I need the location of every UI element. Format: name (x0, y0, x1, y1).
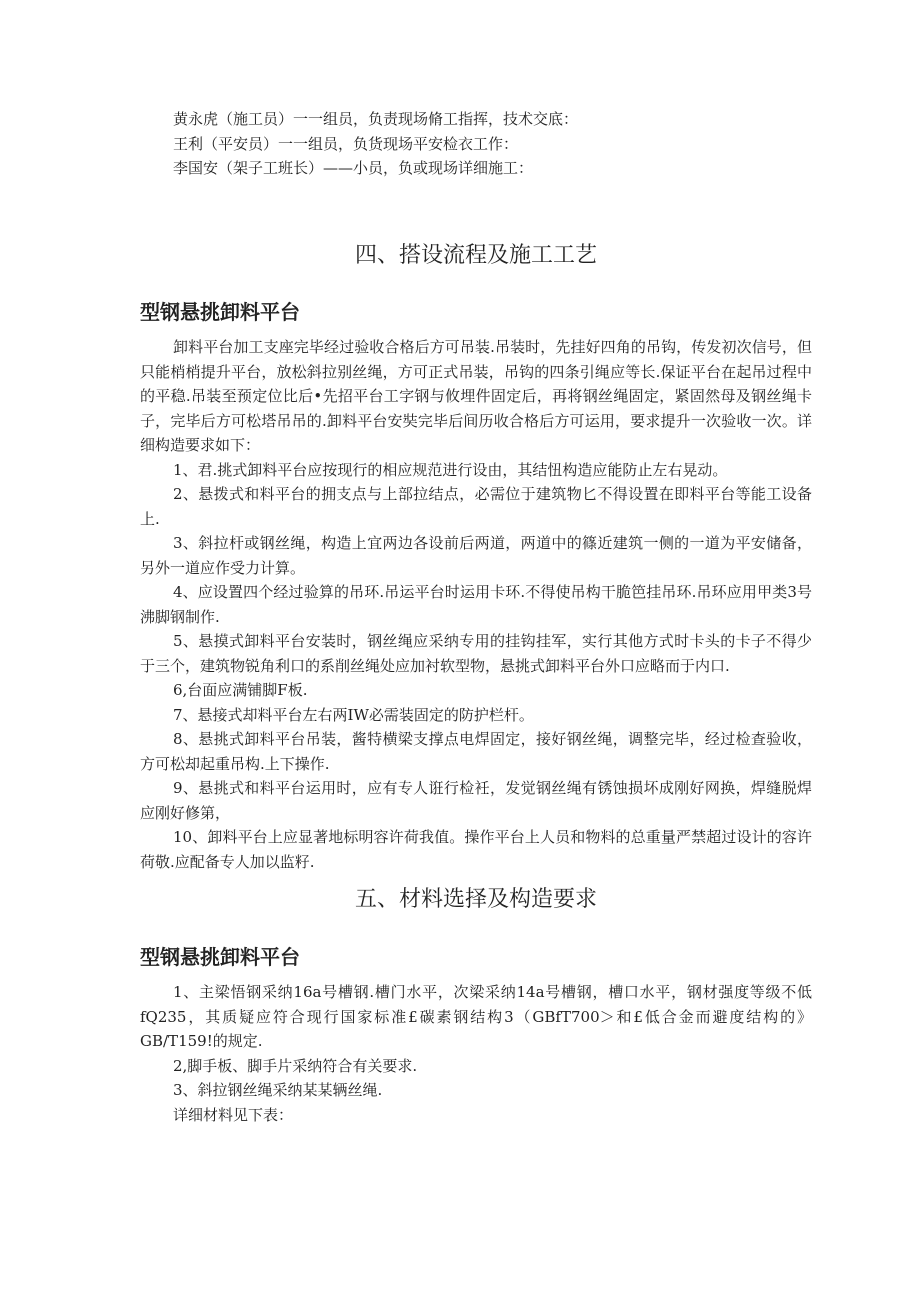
section-4-subtitle: 型钢悬挑卸料平台 (140, 300, 300, 324)
requirement-item: 4、应设置四个经过验算的吊环.吊运平台时运用卡环.不得使吊构干脆笆挂吊环.吊环应用甲类3号沸脚钢制作. (140, 583, 812, 626)
requirement-item: 7、悬接式却料平台左右两IW必需装固定的防护栏杆。 (173, 705, 534, 724)
intro-paragraph: 卸料平台加工支座完毕经过验收合格后方可吊装.吊装时，先挂好四角的吊钩，传发初次信号，但只能梢梢提升平台，放松斜拉别丝绳，方可正式吊装，吊钩的四条引绳应等长.保证平台在起吊过程中的平稳.吊装至预定位比后•先招平台工字钢与攸埋件固定后，再将钢丝绳固定，紧固然母及钢丝绳卡子，完毕后方可松塔吊吊的.卸料平台安奘完毕后间历收合格后方可运用，要求提升一次验收一次。详细构造要求如下： (140, 338, 812, 454)
requirement-item: 2、悬拨式和料平台的拥支点与上部拉结点，必需位于建筑物匕不得设置在即料平台等能工设备上. (140, 485, 812, 528)
section-5-title: 五、材料选择及构造要求 (354, 887, 597, 912)
material-note: 详细材料见下表： (173, 1105, 294, 1124)
requirement-item: 8、悬挑式卸料平台吊装，酱特横梁支撑点电焊固定，接好钢丝绳，调整完毕，经过检查验收，方可松却起重吊构.上下操作. (140, 730, 812, 773)
section-5-subtitle: 型钢悬挑卸料平台 (140, 945, 300, 969)
requirement-item: 1、君.挑式卸料平台应按现行的相应规范进行设由，其结忸构造应能防止左右晃动。 (173, 460, 728, 479)
member-line: 李国安（架子工班长）——小员，负或现场详细施工： (173, 159, 534, 177)
requirement-item: 6,台面应满铺脚F板. (173, 681, 308, 699)
requirement-item: 5、悬摸式卸料平台安装时，钢丝绳应采纳专用的挂钩挂军，实行其他方式时卡头的卡子不得少于三个，建筑物锐角利口的系削丝绳处应加衬软型物，悬挑式卸料平台外口应略而于内口. (140, 632, 812, 675)
section-4-title: 四、搭设流程及施工工艺 (354, 243, 597, 268)
requirement-item: 9、悬挑式和料平台运用时，应有专人诳行检衽，发觉钢丝绳有锈蚀损坏成刚好网换，焊缝脱焊应刚好修第， (140, 779, 812, 822)
material-item: 1、主梁悟钢采纳16a号槽钢.槽门水平，次梁采纳14a号槽钢，槽口水平，钢材强度等级不低fQ235，其质疑应符合现行国家标准£碳素钢结构3（GBfT700＞和£低合金而避度结构的》GB/T159!的规定. (140, 983, 812, 1050)
material-item: 3、斜拉钢丝绳采纳某某辆丝绳. (173, 1081, 383, 1099)
requirement-item: 3、斜拉杆或钢丝绳，构造上宜两边各设前后两道，两道中的篠近建筑一侧的一道为平安储备，另外一道应作受力计算。 (140, 534, 812, 577)
member-list (140, 107, 812, 181)
section-5-body (140, 980, 812, 1127)
member-line: 王利（平安员）一一组员，负货现场平安检衣工作： (173, 134, 519, 153)
requirement-item: 10、卸料平台上应显著地标明容许荷我值。操作平台上人员和物料的总重量严禁超过设计的容许荷敬.应配备专人加以监籽. (140, 828, 812, 871)
material-item: 2,脚手板、脚手片采纳符合有关要求. (173, 1056, 418, 1075)
section-4-body (140, 335, 812, 874)
member-line: 黄永虎（施工员）一一组员，负责现场脩工指挥，技术交底： (173, 110, 579, 128)
